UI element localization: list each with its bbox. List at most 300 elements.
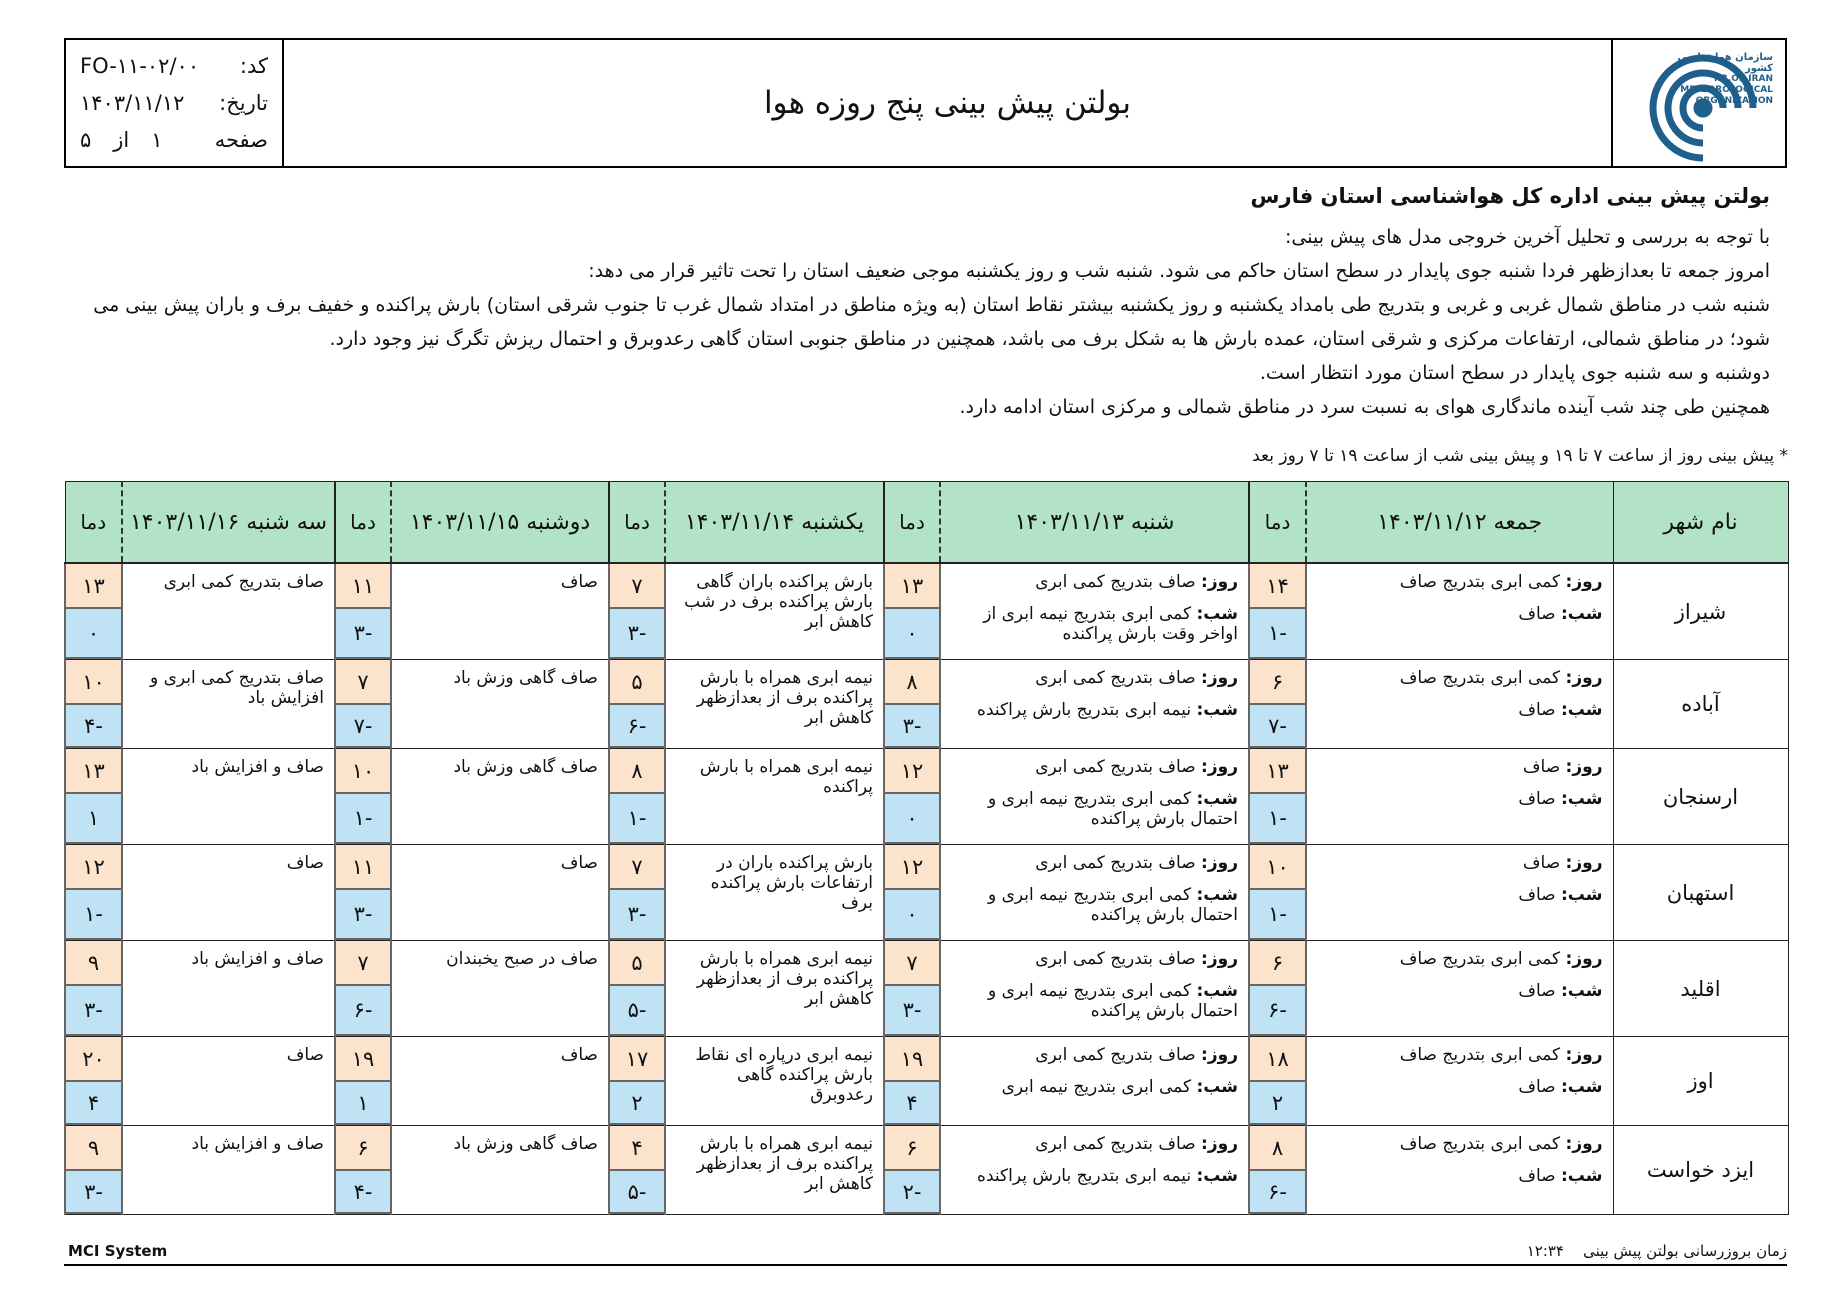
- temperature-pair: [885, 1126, 939, 1214]
- temperature-cell: [335, 749, 391, 845]
- temperature-cell: [609, 563, 665, 660]
- day-column-header: شنبه ۱۴۰۳/۱۱/۱۳: [940, 482, 1249, 564]
- night-forecast: [1317, 789, 1603, 809]
- page-title: بولتن پیش بینی پنج روزه هوا: [763, 85, 1132, 121]
- temperature-pair: [1250, 845, 1305, 940]
- temperature-cell: [65, 749, 122, 845]
- night-label: شب:: [1560, 1166, 1603, 1186]
- max-temperature: ۱۲: [885, 845, 939, 890]
- min-temperature: -۳: [885, 705, 939, 748]
- summary-paragraph: شنبه شب در مناطق شمال غربی و غربی و بتدریج طی بامداد یکشنبه و روز یکشنبه بیشتر نقاط استان (به ویژه مناطق در امتداد شمال غرب تا جنوب شرقی استان) بارش پراکنده و خفیف برف و باران پیش بینی می شود؛ در مناطق شمالی، ارتفاعات مرکزی و شرقی استان، عمده بارش ها به شکل برف می باشد، همچنین در مناطق جنوبی استان گاهی رعدوبرق و احتمال ریزش تگرگ نیز وجود دارد.: [93, 294, 1770, 350]
- min-temperature: ۰: [66, 609, 121, 659]
- day-label: روز:: [1565, 853, 1603, 873]
- night-label: شب:: [1560, 604, 1603, 624]
- max-temperature: ۱۳: [66, 564, 121, 609]
- city-name: استهبان: [1613, 845, 1788, 941]
- min-temperature: -۶: [1250, 1171, 1305, 1214]
- temperature-pair: [885, 660, 939, 748]
- temperature-pair: [66, 660, 121, 748]
- max-temperature: ۱۲: [885, 749, 939, 794]
- city-name: اوز: [1613, 1037, 1788, 1126]
- max-temperature: ۱۰: [1250, 845, 1305, 890]
- max-temperature: ۶: [885, 1126, 939, 1171]
- forecast-description: [665, 749, 884, 845]
- temperature-pair: [610, 749, 664, 844]
- min-temperature: -۴: [336, 1171, 390, 1214]
- max-temperature: ۱۴: [1250, 564, 1305, 609]
- forecast-description: [1306, 941, 1613, 1037]
- forecast-description: [665, 660, 884, 749]
- min-temperature: -۳: [336, 890, 390, 940]
- min-temperature: -۳: [610, 609, 664, 659]
- day-label: روز:: [1565, 668, 1603, 688]
- min-temperature: ۲: [1250, 1082, 1305, 1125]
- temperature-pair: [336, 845, 390, 940]
- forecast-text: بارش پراکنده باران در ارتفاعات بارش پراکنده برف: [710, 853, 873, 913]
- night-forecast-text: صاف: [1518, 1077, 1556, 1097]
- temp-column-header: دما: [1249, 482, 1306, 564]
- max-temperature: ۹: [66, 941, 121, 986]
- max-temperature: ۱۷: [610, 1037, 664, 1082]
- night-forecast-text: صاف: [1518, 885, 1556, 905]
- max-temperature: ۸: [610, 749, 664, 794]
- max-temperature: ۷: [336, 660, 390, 705]
- temperature-pair: [885, 1037, 939, 1125]
- night-label: شب:: [1196, 700, 1238, 720]
- day-forecast-text: صاف بتدریج کمی ابری: [1035, 1134, 1196, 1154]
- day-label: روز:: [1565, 1045, 1603, 1065]
- temperature-cell: [1249, 660, 1306, 749]
- page-footer: [64, 1240, 1787, 1266]
- time-range-note: * پیش بینی روز از ساعت ۷ تا ۱۹ و پیش بینی شب از ساعت ۱۹ تا ۷ روز بعد: [1252, 446, 1788, 466]
- temperature-cell: [609, 1126, 665, 1215]
- forecast-description: [122, 563, 335, 660]
- forecast-description: [1306, 563, 1613, 660]
- date-value: ۱۴۰۳/۱۱/۱۲: [80, 90, 185, 115]
- day-label: روز:: [1565, 572, 1603, 592]
- max-temperature: ۷: [885, 941, 939, 986]
- day-forecast-text: صاف بتدریج کمی ابری: [1035, 949, 1196, 969]
- forecast-description: [391, 749, 609, 845]
- forecast-text: صاف بتدریج کمی ابری: [163, 572, 324, 592]
- page-row: [80, 128, 268, 152]
- day-column-header: دوشنبه ۱۴۰۳/۱۱/۱۵: [391, 482, 609, 564]
- city-name: آباده: [1613, 660, 1788, 749]
- forecast-text: صاف: [560, 1045, 598, 1065]
- temperature-cell: [335, 941, 391, 1037]
- date-label: تاریخ:: [219, 90, 268, 115]
- day-forecast: [1317, 572, 1603, 592]
- temperature-cell: [1249, 749, 1306, 845]
- night-label: شب:: [1196, 885, 1238, 905]
- night-forecast: [951, 604, 1238, 644]
- min-temperature: -۱: [336, 794, 390, 844]
- day-label: روز:: [1201, 668, 1238, 688]
- day-forecast-text: کمی ابری بتدریج صاف: [1399, 572, 1561, 592]
- day-forecast-text: صاف: [1522, 757, 1561, 777]
- max-temperature: ۷: [610, 845, 664, 890]
- temperature-pair: [66, 749, 121, 844]
- logo-text: [1663, 52, 1773, 107]
- day-forecast: [951, 949, 1238, 969]
- night-forecast-text: نیمه ابری بتدریج بارش پراکنده: [977, 700, 1192, 720]
- forecast-description: [391, 660, 609, 749]
- min-temperature: -۵: [610, 1171, 664, 1214]
- temperature-cell: [1249, 1126, 1306, 1215]
- max-temperature: ۶: [1250, 660, 1305, 705]
- temperature-pair: [66, 564, 121, 659]
- city-name: ایزد خواست: [1613, 1126, 1788, 1215]
- temperature-cell: [609, 660, 665, 749]
- day-forecast-text: صاف بتدریج کمی ابری: [1035, 757, 1196, 777]
- temperature-pair: [610, 941, 664, 1036]
- temperature-pair: [66, 1037, 121, 1125]
- day-forecast-text: صاف: [1522, 853, 1561, 873]
- day-column-header: جمعه ۱۴۰۳/۱۱/۱۲: [1306, 482, 1613, 564]
- night-forecast: [951, 1077, 1238, 1097]
- page-label: صفحه: [214, 127, 268, 152]
- day-forecast-text: صاف بتدریج کمی ابری: [1035, 853, 1196, 873]
- temperature-cell: [609, 1037, 665, 1126]
- night-forecast: [1317, 700, 1603, 720]
- day-forecast: [1317, 949, 1603, 969]
- update-label: زمان بروزرسانی بولتن پیش بینی: [1583, 1242, 1787, 1260]
- forecast-description: [391, 941, 609, 1037]
- min-temperature: -۷: [1250, 705, 1305, 748]
- day-forecast: [951, 853, 1238, 873]
- night-label: شب:: [1196, 604, 1238, 624]
- forecast-table: [64, 481, 1789, 1215]
- night-forecast-text: کمی ابری بتدریج نیمه ابری از اواخر وقت بارش پراکنده: [983, 604, 1238, 644]
- temperature-cell: [65, 1037, 122, 1126]
- temperature-pair: [885, 845, 939, 940]
- temperature-pair: [885, 564, 939, 659]
- day-forecast: [1317, 1045, 1603, 1065]
- temperature-cell: [335, 845, 391, 941]
- max-temperature: ۱۸: [1250, 1037, 1305, 1082]
- temperature-pair: [1250, 941, 1305, 1036]
- temperature-cell: [65, 941, 122, 1037]
- temperature-pair: [1250, 564, 1305, 659]
- forecast-description: [1306, 749, 1613, 845]
- forecast-description: [665, 563, 884, 660]
- forecast-description: [665, 845, 884, 941]
- day-label: روز:: [1201, 1134, 1238, 1154]
- logo-en-3: ORGANIZATION: [1695, 96, 1773, 106]
- temperature-pair: [610, 564, 664, 659]
- bulletin-header: [64, 38, 1787, 168]
- day-forecast: [1317, 668, 1603, 688]
- max-temperature: ۹: [66, 1126, 121, 1171]
- temperature-cell: [884, 660, 940, 749]
- night-forecast-text: کمی ابری بتدریج نیمه ابری: [1001, 1077, 1192, 1097]
- night-forecast-text: صاف: [1518, 1166, 1556, 1186]
- forecast-description: [1306, 1037, 1613, 1126]
- forecast-description: [665, 941, 884, 1037]
- forecast-text: صاف: [560, 853, 598, 873]
- min-temperature: -۴: [66, 705, 121, 748]
- night-forecast: [951, 789, 1238, 829]
- day-label: روز:: [1201, 757, 1238, 777]
- update-time-info: [1527, 1242, 1787, 1260]
- city-name: اقلید: [1613, 941, 1788, 1037]
- min-temperature: -۶: [610, 705, 664, 748]
- night-forecast-text: صاف: [1518, 700, 1556, 720]
- forecast-text: صاف: [286, 853, 324, 873]
- min-temperature: ۴: [66, 1082, 121, 1125]
- forecast-table-body: [65, 563, 1788, 1215]
- forecast-description: [940, 563, 1249, 660]
- forecast-text: نیمه ابری همراه با بارش پراکنده برف از بعدازظهر کاهش ابر: [696, 949, 873, 1009]
- night-label: شب:: [1560, 981, 1603, 1001]
- max-temperature: ۱۱: [336, 845, 390, 890]
- night-forecast-text: صاف: [1518, 789, 1556, 809]
- forecast-description: [122, 749, 335, 845]
- code-row: [80, 54, 268, 78]
- day-forecast-text: کمی ابری بتدریج صاف: [1399, 1045, 1561, 1065]
- night-forecast: [1317, 1077, 1603, 1097]
- temperature-pair: [336, 1126, 390, 1214]
- day-forecast: [1317, 1134, 1603, 1154]
- forecast-text: نیمه ابری درپاره ای نقاط بارش پراکنده گاهی رعدوبرق: [695, 1045, 873, 1105]
- forecast-text: صاف و افزایش باد: [191, 757, 324, 777]
- night-label: شب:: [1196, 1077, 1238, 1097]
- max-temperature: ۱۱: [336, 564, 390, 609]
- temperature-cell: [884, 1037, 940, 1126]
- system-name: MCI System: [68, 1242, 168, 1260]
- max-temperature: ۶: [1250, 941, 1305, 986]
- min-temperature: -۳: [336, 609, 390, 659]
- forecast-description: [940, 1126, 1249, 1215]
- temperature-pair: [1250, 749, 1305, 844]
- day-forecast-text: صاف بتدریج کمی ابری: [1035, 668, 1196, 688]
- night-label: شب:: [1196, 981, 1238, 1001]
- forecast-description: [122, 1037, 335, 1126]
- night-forecast-text: کمی ابری بتدریج نیمه ابری و احتمال بارش پراکنده: [987, 885, 1238, 925]
- day-forecast: [1317, 757, 1603, 777]
- forecast-description: [940, 749, 1249, 845]
- temperature-cell: [1249, 563, 1306, 660]
- page-total: ۵: [80, 127, 92, 152]
- min-temperature: -۷: [336, 705, 390, 748]
- day-column-header: سه شنبه ۱۴۰۳/۱۱/۱۶: [122, 482, 335, 564]
- min-temperature: -۱: [1250, 609, 1305, 659]
- forecast-text: نیمه ابری همراه با بارش پراکنده برف از بعدازظهر کاهش ابر: [696, 1134, 873, 1194]
- night-label: شب:: [1560, 885, 1603, 905]
- night-forecast-text: صاف: [1518, 604, 1556, 624]
- temperature-pair: [336, 1037, 390, 1125]
- min-temperature: -۶: [336, 986, 390, 1036]
- city-column-header: نام شهر: [1613, 482, 1788, 564]
- summary-paragraph: با توجه به بررسی و تحلیل آخرین خروجی مدل های پیش بینی:: [1285, 226, 1770, 248]
- forecast-description: [1306, 660, 1613, 749]
- forecast-description: [665, 1037, 884, 1126]
- night-label: شب:: [1560, 700, 1603, 720]
- forecast-row: [65, 941, 1788, 1037]
- min-temperature: -۲: [885, 1171, 939, 1214]
- temp-column-header: دما: [335, 482, 391, 564]
- temperature-pair: [885, 941, 939, 1036]
- forecast-row: [65, 845, 1788, 941]
- night-forecast: [1317, 885, 1603, 905]
- night-forecast: [951, 981, 1238, 1021]
- day-forecast: [951, 668, 1238, 688]
- temperature-pair: [66, 845, 121, 940]
- forecast-text: نیمه ابری همراه با بارش پراکنده برف از بعدازظهر کاهش ابر: [696, 668, 873, 728]
- forecast-text: صاف: [560, 572, 598, 592]
- temperature-pair: [66, 941, 121, 1036]
- forecast-description: [1306, 845, 1613, 941]
- max-temperature: ۷: [610, 564, 664, 609]
- document-meta: [66, 40, 284, 166]
- temperature-cell: [335, 1037, 391, 1126]
- night-forecast-text: نیمه ابری بتدریج بارش پراکنده: [977, 1166, 1192, 1186]
- forecast-text: صاف گاهی وزش باد: [453, 1134, 598, 1154]
- day-forecast: [951, 572, 1238, 592]
- night-label: شب:: [1196, 1166, 1238, 1186]
- day-label: روز:: [1565, 949, 1603, 969]
- night-forecast: [951, 1166, 1238, 1186]
- day-label: روز:: [1201, 949, 1238, 969]
- day-label: روز:: [1201, 1045, 1238, 1065]
- temperature-pair: [610, 845, 664, 940]
- forecast-description: [940, 941, 1249, 1037]
- forecast-summary: [80, 184, 1770, 424]
- forecast-description: [122, 845, 335, 941]
- night-label: شب:: [1196, 789, 1238, 809]
- night-forecast: [1317, 604, 1603, 624]
- max-temperature: ۸: [1250, 1126, 1305, 1171]
- temperature-cell: [884, 563, 940, 660]
- temperature-cell: [65, 660, 122, 749]
- min-temperature: ۴: [885, 1082, 939, 1125]
- night-forecast: [951, 700, 1238, 720]
- logo-en-2: METEOROLOGICAL: [1680, 85, 1773, 95]
- forecast-text: صاف: [286, 1045, 324, 1065]
- logo-en-1: I.R.OF IRAN: [1714, 74, 1773, 84]
- temperature-cell: [65, 1126, 122, 1215]
- temperature-cell: [884, 845, 940, 941]
- city-name: شیراز: [1613, 563, 1788, 660]
- forecast-description: [940, 660, 1249, 749]
- day-forecast-text: کمی ابری بتدریج صاف: [1399, 668, 1561, 688]
- min-temperature: -۳: [66, 1171, 121, 1214]
- max-temperature: ۱۳: [1250, 749, 1305, 794]
- city-name: ارسنجان: [1613, 749, 1788, 845]
- min-temperature: ۰: [885, 609, 939, 659]
- forecast-description: [1306, 1126, 1613, 1215]
- forecast-text: صاف و افزایش باد: [191, 1134, 324, 1154]
- min-temperature: ۰: [885, 890, 939, 940]
- temperature-cell: [65, 845, 122, 941]
- day-forecast: [1317, 853, 1603, 873]
- temperature-pair: [1250, 1037, 1305, 1125]
- day-forecast-text: صاف بتدریج کمی ابری: [1035, 1045, 1196, 1065]
- day-label: روز:: [1201, 572, 1238, 592]
- max-temperature: ۱۰: [336, 749, 390, 794]
- temperature-cell: [65, 563, 122, 660]
- temperature-pair: [610, 1037, 664, 1125]
- temperature-pair: [1250, 1126, 1305, 1214]
- temperature-cell: [335, 660, 391, 749]
- max-temperature: ۴: [610, 1126, 664, 1171]
- day-label: روز:: [1565, 1134, 1603, 1154]
- page-current: ۱: [151, 127, 163, 152]
- min-temperature: -۱: [1250, 794, 1305, 844]
- summary-paragraph: امروز جمعه تا بعدازظهر فردا شنبه جوی پایدار در سطح استان حاکم می شود. شنبه شب و روز یکشنبه موجی ضعیف استان را تحت تاثیر قرار می دهد:: [588, 260, 1770, 282]
- max-temperature: ۱۹: [885, 1037, 939, 1082]
- temperature-pair: [336, 660, 390, 748]
- min-temperature: -۱: [66, 890, 121, 940]
- temperature-cell: [609, 845, 665, 941]
- min-temperature: ۱: [66, 794, 121, 844]
- day-forecast-text: کمی ابری بتدریج صاف: [1399, 949, 1561, 969]
- forecast-description: [940, 845, 1249, 941]
- temperature-pair: [336, 564, 390, 659]
- forecast-text: صاف گاهی وزش باد: [453, 757, 598, 777]
- forecast-text: بارش پراکنده باران گاهی بارش پراکنده برف در شب کاهش ابر: [684, 572, 873, 632]
- forecast-description: [391, 845, 609, 941]
- night-label: شب:: [1560, 789, 1603, 809]
- day-label: روز:: [1201, 853, 1238, 873]
- day-forecast: [951, 1045, 1238, 1065]
- forecast-description: [122, 1126, 335, 1215]
- min-temperature: -۵: [610, 986, 664, 1036]
- min-temperature: -۱: [610, 794, 664, 844]
- max-temperature: ۱۲: [66, 845, 121, 890]
- meteorological-logo: [1611, 40, 1785, 166]
- min-temperature: -۶: [1250, 986, 1305, 1036]
- temperature-cell: [609, 941, 665, 1037]
- forecast-row: [65, 1126, 1788, 1215]
- forecast-text: صاف در صبح یخبندان: [446, 949, 598, 969]
- night-forecast-text: کمی ابری بتدریج نیمه ابری و احتمال بارش پراکنده: [987, 789, 1238, 829]
- temperature-cell: [1249, 1037, 1306, 1126]
- forecast-description: [391, 1126, 609, 1215]
- forecast-text: صاف بتدریج کمی ابری و افزایش باد: [150, 668, 324, 708]
- forecast-description: [940, 1037, 1249, 1126]
- day-label: روز:: [1565, 757, 1603, 777]
- max-temperature: ۲۰: [66, 1037, 121, 1082]
- forecast-text: نیمه ابری همراه با بارش پراکنده: [699, 757, 873, 797]
- min-temperature: -۱: [1250, 890, 1305, 940]
- forecast-row: [65, 1037, 1788, 1126]
- table-header-row: [65, 482, 1788, 564]
- temperature-pair: [1250, 660, 1305, 748]
- forecast-description: [665, 1126, 884, 1215]
- day-forecast: [951, 1134, 1238, 1154]
- night-forecast: [1317, 1166, 1603, 1186]
- forecast-text: صاف گاهی وزش باد: [453, 668, 598, 688]
- max-temperature: ۷: [336, 941, 390, 986]
- day-forecast-text: صاف بتدریج کمی ابری: [1035, 572, 1196, 592]
- forecast-description: [122, 941, 335, 1037]
- day-forecast: [951, 757, 1238, 777]
- update-time: ۱۲:۳۴: [1526, 1242, 1564, 1260]
- temperature-cell: [884, 1126, 940, 1215]
- date-row: [80, 91, 268, 115]
- temp-column-header: دما: [884, 482, 940, 564]
- temperature-cell: [884, 749, 940, 845]
- temp-column-header: دما: [65, 482, 122, 564]
- max-temperature: ۶: [336, 1126, 390, 1171]
- max-temperature: ۱۰: [66, 660, 121, 705]
- night-forecast: [951, 885, 1238, 925]
- min-temperature: ۱: [336, 1082, 390, 1125]
- forecast-row: [65, 563, 1788, 660]
- temperature-cell: [335, 1126, 391, 1215]
- temperature-pair: [885, 749, 939, 844]
